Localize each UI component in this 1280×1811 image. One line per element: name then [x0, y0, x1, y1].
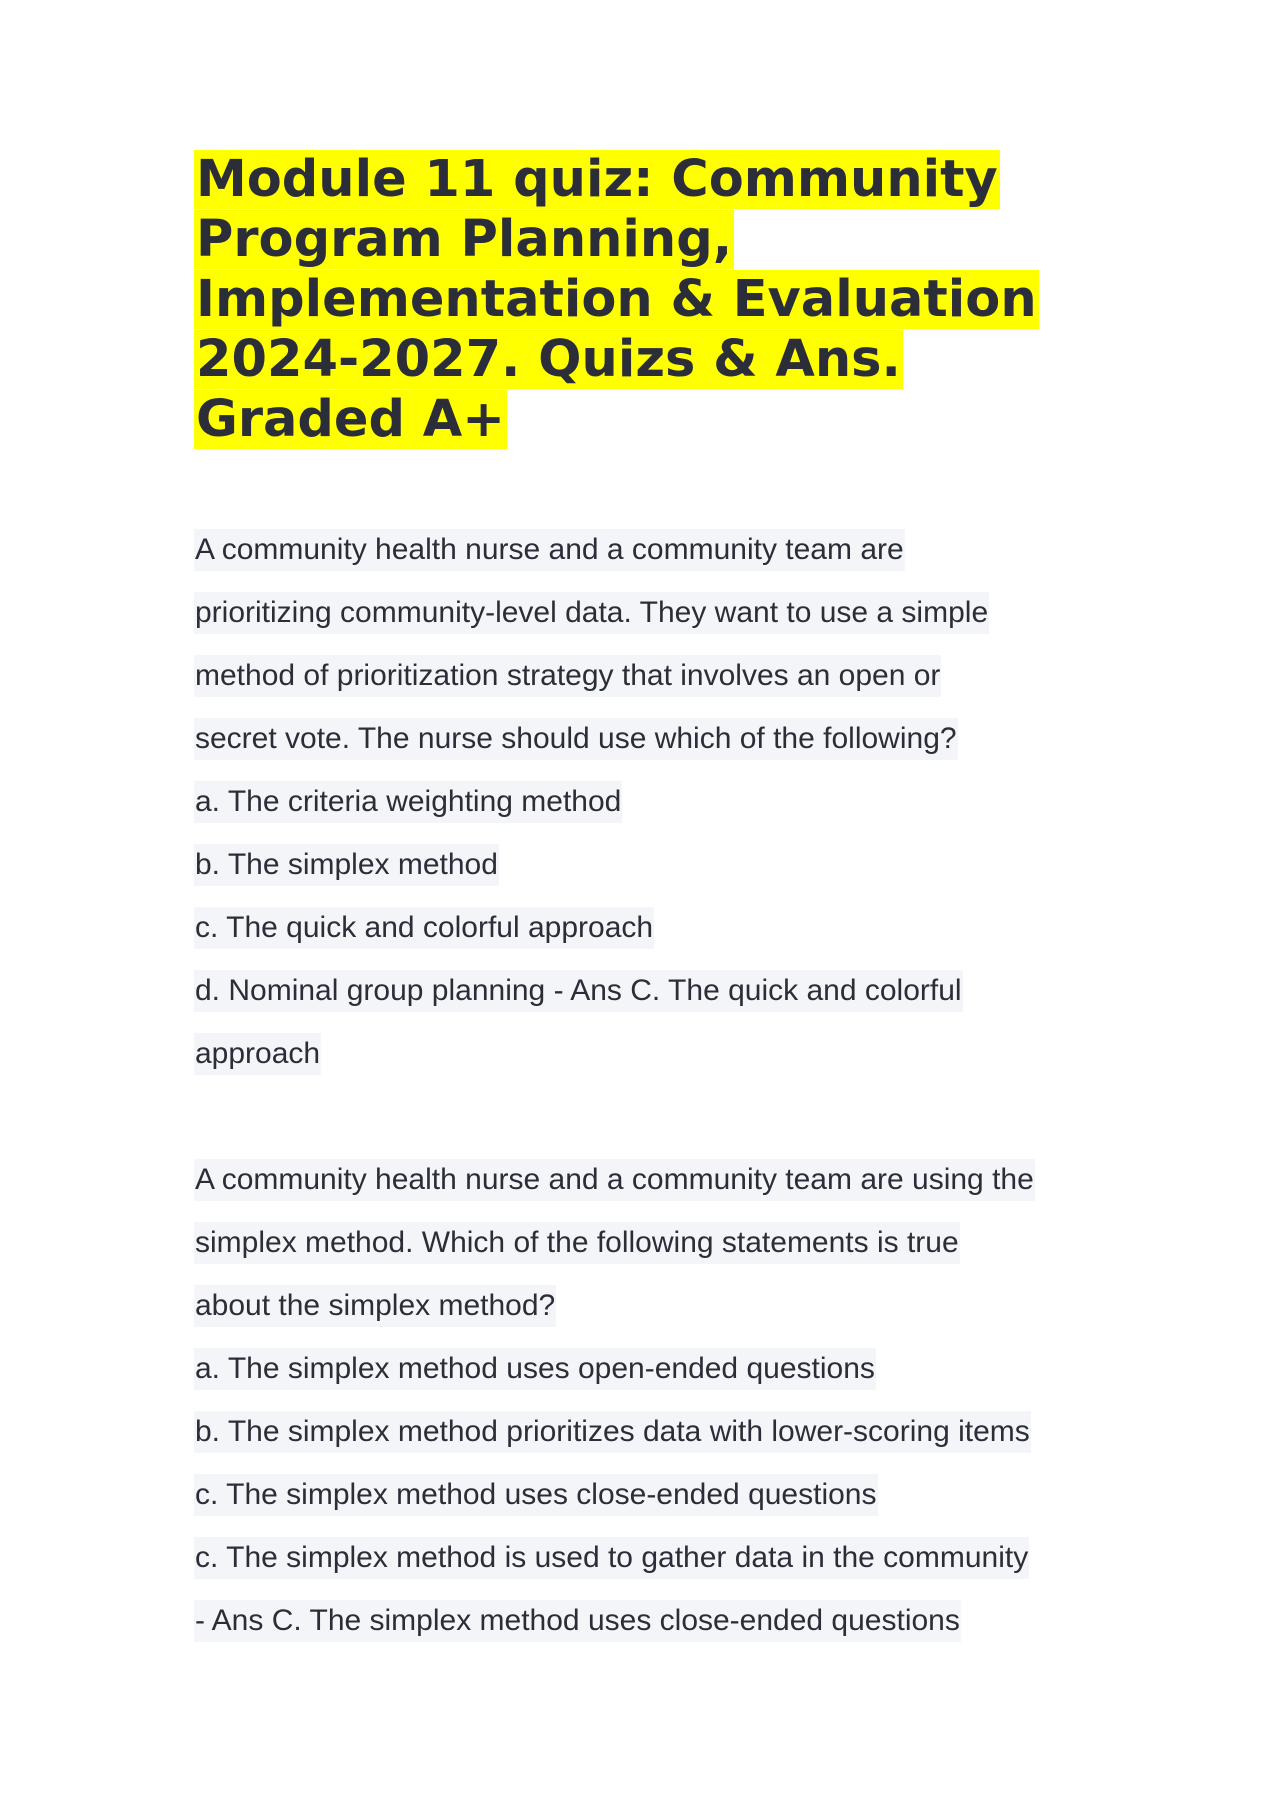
answer-option-a: [194, 1337, 1094, 1400]
answer-option-a: [194, 770, 1094, 833]
question-text-line: [194, 707, 1094, 770]
question-text: secret vote. The nurse should use which of the following?: [194, 718, 958, 760]
title-line: Implementation & Evaluation: [196, 270, 1037, 329]
answer-option-text: c. The simplex method uses close-ended questions: [194, 1474, 878, 1516]
title-line: Module 11 quiz: Community: [196, 150, 998, 209]
title-line: Graded A+: [196, 390, 505, 449]
answer-option-text: c. The simplex method is used to gather data in the community: [194, 1537, 1029, 1579]
quiz-question-1: [194, 518, 1094, 1085]
question-text-line: [194, 1211, 1094, 1274]
answer-option-text: a. The criteria weighting method: [194, 781, 622, 823]
answer-key-line: [194, 1589, 1094, 1652]
answer-option-text: d. Nominal group planning - Ans C. The quick and colorful: [194, 970, 963, 1012]
question-text-line: [194, 1274, 1094, 1337]
question-text: A community health nurse and a community team are using the: [194, 1159, 1035, 1201]
answer-option-text: c. The quick and colorful approach: [194, 907, 654, 949]
document-content: [194, 150, 1094, 1652]
answer-option-c: [194, 896, 1094, 959]
document-title: [194, 150, 1094, 450]
question-text-line: [194, 644, 1094, 707]
title-line: 2024-2027. Quizs & Ans.: [196, 330, 901, 389]
answer-option-b: [194, 833, 1094, 896]
answer-key-text: - Ans C. The simplex method uses close-ended questions: [194, 1600, 961, 1642]
question-text: simplex method. Which of the following statements is true: [194, 1222, 960, 1264]
answer-key-text: approach: [194, 1033, 321, 1075]
answer-option-text: a. The simplex method uses open-ended questions: [194, 1348, 876, 1390]
question-text-line: [194, 518, 1094, 581]
question-text: method of prioritization strategy that involves an open or: [194, 655, 941, 697]
question-text-line: [194, 1148, 1094, 1211]
question-text: about the simplex method?: [194, 1285, 556, 1327]
answer-option-b: [194, 1400, 1094, 1463]
question-text: prioritizing community-level data. They want to use a simple: [194, 592, 989, 634]
answer-option-c: [194, 1463, 1094, 1526]
title-line: Program Planning,: [196, 210, 733, 269]
quiz-question-2: [194, 1148, 1094, 1652]
answer-option-c-second: [194, 1526, 1094, 1589]
answer-option-d: [194, 959, 1094, 1022]
answer-key-line: [194, 1022, 1094, 1085]
answer-option-text: b. The simplex method prioritizes data with lower-scoring items: [194, 1411, 1031, 1453]
question-text-line: [194, 581, 1094, 644]
answer-option-text: b. The simplex method: [194, 844, 499, 886]
question-text: A community health nurse and a community team are: [194, 529, 905, 571]
